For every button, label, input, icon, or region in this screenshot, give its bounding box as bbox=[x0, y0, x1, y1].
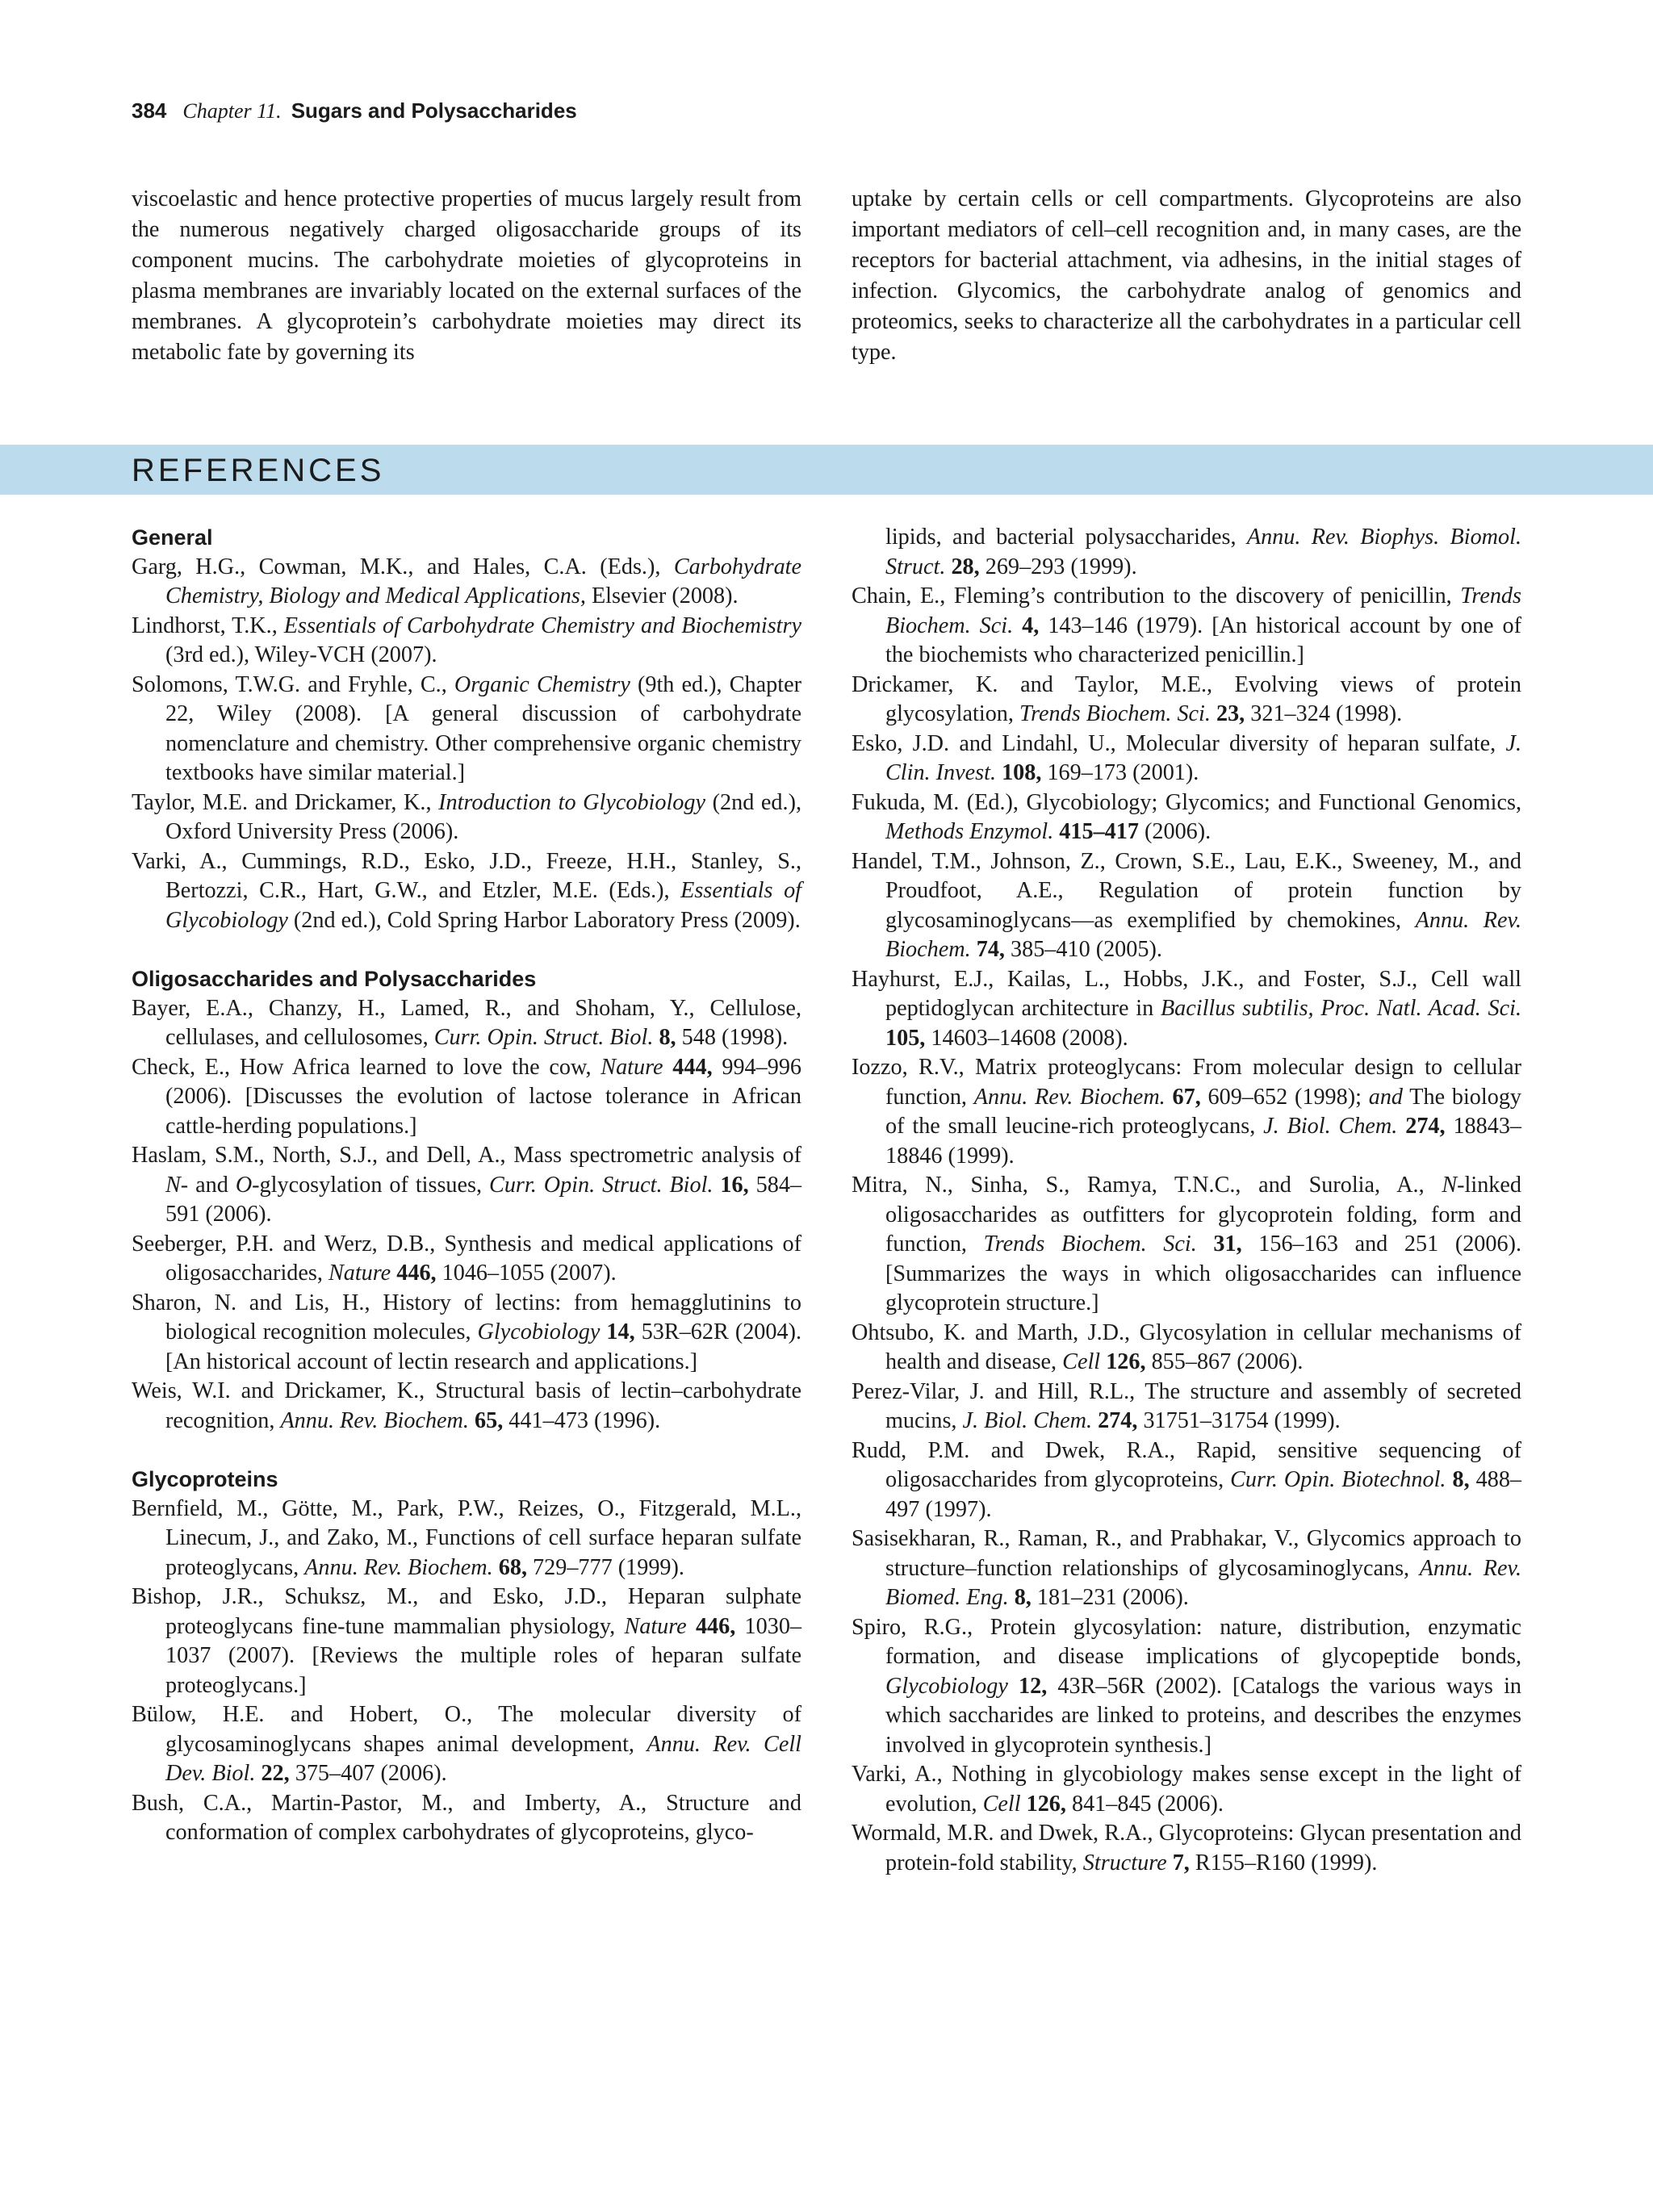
reference-entry: Haslam, S.M., North, S.J., and Dell, A., Mass spectrometric analysis of N- and O-glycosylation of tissues, Curr. Opin. Struct. Biol. 16, 584–591 (2006). bbox=[132, 1143, 802, 1227]
reference-entry: Sasisekharan, R., Raman, R., and Prabhakar, V., Glycomics approach to structure–function relationships of glycosaminoglycans, Annu. Rev. Biomed. Eng. 8, 181–231 (2006). bbox=[852, 1526, 1521, 1610]
reference-entry: Varki, A., Nothing in glycobiology makes sense except in the light of evolution, Cell 126, 841–845 (2006). bbox=[852, 1762, 1521, 1817]
reference-entry: Wormald, M.R. and Dwek, R.A., Glycoproteins: Glycan presentation and protein-fold stability, Structure 7, R155–R160 (1999). bbox=[852, 1821, 1521, 1875]
reference-entry-continuation: lipids, and bacterial polysaccharides, Annu. Rev. Biophys. Biomol. Struct. 28, 269–293 (1999). bbox=[885, 525, 1521, 579]
reference-entry: Hayhurst, E.J., Kailas, L., Hobbs, J.K., and Foster, S.J., Cell wall peptidoglycan architecture in Bacillus subtilis, Proc. Natl. Acad. Sci. 105, 14603–14608 (2008). bbox=[852, 966, 1521, 1051]
reference-entry: Lindhorst, T.K., Essentials of Carbohydrate Chemistry and Biochemistry (3rd ed.), Wiley-VCH (2007). bbox=[132, 613, 801, 667]
reference-entry: Perez-Vilar, J. and Hill, R.L., The structure and assembly of secreted mucins, J. Biol. Chem. 274, 31751–31754 (1999). bbox=[852, 1378, 1521, 1433]
reference-entry: Seeberger, P.H. and Werz, D.B., Synthesis and medical applications of oligosaccharides, Nature 446, 1046–1055 (2007). bbox=[132, 1231, 801, 1286]
references-title: REFERENCES bbox=[132, 453, 385, 488]
reference-entry: Check, E., How Africa learned to love the cow, Nature 444, 994–996 (2006). [Discusses the evolution of lactose tolerance in African cattle-herding populations.] bbox=[132, 1054, 802, 1139]
references-column-left bbox=[132, 523, 801, 1848]
reference-entry: Garg, H.G., Cowman, M.K., and Hales, C.A. (Eds.), Carbohydrate Chemistry, Biology and Medical Applications, Elsevier (2008). bbox=[132, 554, 801, 608]
reference-entry: Fukuda, M. (Ed.), Glycobiology; Glycomics; and Functional Genomics, Methods Enzymol. 415–417 (2006). bbox=[852, 789, 1521, 844]
reference-entry: Varki, A., Cummings, R.D., Esko, J.D., Freeze, H.H., Stanley, S., Bertozzi, C.R., Hart, G.W., and Etzler, M.E. (Eds.), Essentials of Glycobiology (2nd ed.), Cold Spring Harbor Laboratory Press (2009). bbox=[132, 848, 802, 933]
running-header bbox=[132, 98, 577, 123]
reference-entry: Esko, J.D. and Lindahl, U., Molecular diversity of heparan sulfate, J. Clin. Invest. 108, 169–173 (2001). bbox=[852, 730, 1521, 785]
chapter-label: Chapter 11. bbox=[182, 99, 282, 123]
section-heading-glycoproteins: Glycoproteins bbox=[132, 1467, 278, 1491]
body-paragraph-left: viscoelastic and hence protective properties of mucus largely result from the numerous negatively charged oligosaccharide groups of its component mucins. The carbohydrate moieties of glycoproteins in plasma membranes are invariably located on the external surfaces of the membranes. A glycoprotein’s carbohydrate moieties may direct its metabolic fate by governing its bbox=[132, 186, 801, 365]
reference-entry: Solomons, T.W.G. and Fryhle, C., Organic Chemistry (9th ed.), Chapter 22, Wiley (2008). [A general discussion of carbohydrate nomenclature and chemistry. Other comprehensive organic chemistry textbooks have similar material.] bbox=[132, 671, 801, 785]
chapter-title: Sugars and Polysaccharides bbox=[291, 98, 577, 123]
reference-entry: Mitra, N., Sinha, S., Ramya, T.N.C., and Surolia, A., N-linked oligosaccharides as outfitters for glycoprotein folding, form and function, Trends Biochem. Sci. 31, 156–163 and 251 (2006). [Summarizes the ways in which oligosaccharides can influence glycoprotein structure.] bbox=[852, 1173, 1522, 1315]
reference-entry: Handel, T.M., Johnson, Z., Crown, S.E., Lau, E.K., Sweeney, M., and Proudfoot, A.E., Regulation of protein function by glycosaminoglycans—as exemplified by chemokines, Annu. Rev. Biochem. 74, 385–410 (2005). bbox=[852, 848, 1521, 962]
reference-entry: Weis, W.I. and Drickamer, K., Structural basis of lectin–carbohydrate recognition, Annu. Rev. Biochem. 65, 441–473 (1996). bbox=[132, 1378, 801, 1433]
reference-entry: Taylor, M.E. and Drickamer, K., Introduction to Glycobiology (2nd ed.), Oxford University Press (2006). bbox=[132, 789, 801, 844]
reference-entry: Ohtsubo, K. and Marth, J.D., Glycosylation in cellular mechanisms of health and disease, Cell 126, 855–867 (2006). bbox=[852, 1319, 1521, 1374]
reference-entry: Rudd, P.M. and Dwek, R.A., Rapid, sensitive sequencing of oligosaccharides from glycoproteins, Curr. Opin. Biotechnol. 8, 488–497 (1997). bbox=[852, 1437, 1522, 1522]
body-paragraph-right: uptake by certain cells or cell compartments. Glycoproteins are also important mediators of cell–cell recognition and, in many cases, are the receptors for bacterial attachment, via adhesins, in the initial stages of infection. Glycomics, the carbohydrate analog of genomics and proteomics, seeks to characterize all the carbohydrates in a particular cell type. bbox=[852, 186, 1521, 365]
reference-entry: Sharon, N. and Lis, H., History of lectins: from hemagglutinins to biological recognition molecules, Glycobiology 14, 53R–62R (2004). [An historical account of lectin research and applications.] bbox=[132, 1290, 802, 1374]
reference-entry: Iozzo, R.V., Matrix proteoglycans: From molecular design to cellular function, Annu. Rev. Biochem. 67, 609–652 (1998); and The biology of the small leucine-rich proteoglycans, J. Biol. Chem. 274, 18843–18846 (1999). bbox=[852, 1055, 1522, 1169]
reference-entry: Bernfield, M., Götte, M., Park, P.W., Reizes, O., Fitzgerald, M.L., Linecum, J., and Zako, M., Functions of cell surface heparan sulfate proteoglycans, Annu. Rev. Biochem. 68, 729–777 (1999). bbox=[132, 1495, 801, 1580]
reference-entry: Spiro, R.G., Protein glycosylation: nature, distribution, enzymatic formation, and disease implications of glycopeptide bonds, Glycobiology 12, 43R–56R (2002). [Catalogs the various ways in which saccharides are linked to proteins, and describes the enzymes involved in glycoprotein synthesis.] bbox=[852, 1614, 1521, 1758]
references-column-right bbox=[852, 523, 1521, 1878]
page-number: 384 bbox=[132, 98, 167, 123]
reference-entry: Bishop, J.R., Schuksz, M., and Esko, J.D., Heparan sulphate proteoglycans fine-tune mammalian physiology, Nature 446, 1030–1037 (2007). [Reviews the multiple roles of heparan sulfate proteoglycans.] bbox=[132, 1584, 801, 1698]
reference-entry: Bush, C.A., Martin-Pastor, M., and Imberty, A., Structure and conformation of complex carbohydrates of glycoproteins, glyco- bbox=[132, 1790, 801, 1845]
reference-entry: Drickamer, K. and Taylor, M.E., Evolving views of protein glycosylation, Trends Biochem. Sci. 23, 321–324 (1998). bbox=[852, 671, 1521, 726]
section-heading-oligosaccharides: Oligosaccharides and Polysaccharides bbox=[132, 967, 537, 991]
reference-entry: Bülow, H.E. and Hobert, O., The molecular diversity of glycosaminoglycans shapes animal development, Annu. Rev. Cell Dev. Biol. 22, 375–407 (2006). bbox=[132, 1702, 802, 1786]
section-heading-general: General bbox=[132, 525, 213, 550]
reference-entry: Bayer, E.A., Chanzy, H., Lamed, R., and Shoham, Y., Cellulose, cellulases, and cellulosomes, Curr. Opin. Struct. Biol. 8, 548 (1998). bbox=[132, 995, 801, 1050]
reference-entry: Chain, E., Fleming’s contribution to the discovery of penicillin, Trends Biochem. Sci. 4, 143–146 (1979). [An historical account by one of the biochemists who characterized penicillin.] bbox=[852, 583, 1521, 667]
references-banner bbox=[0, 445, 1653, 495]
